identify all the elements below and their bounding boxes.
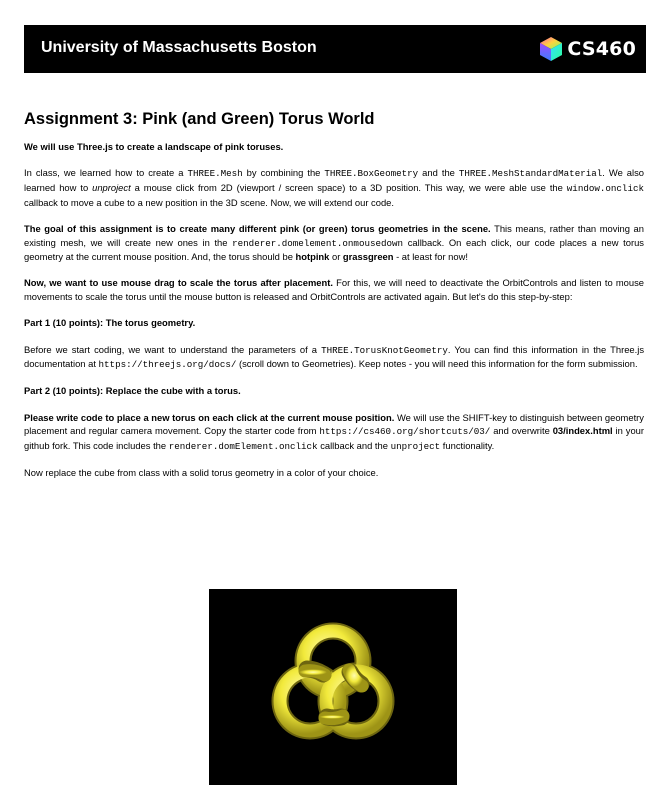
code-term: renderer.domelement.onmousedown <box>232 237 404 249</box>
header-banner <box>24 25 646 73</box>
code-term: THREE.BoxGeometry <box>324 168 419 180</box>
assignment-content <box>24 110 644 492</box>
page-title: Assignment 3: Pink (and Green) Torus World <box>24 110 375 128</box>
goal-paragraph: The goal of this assignment is to create many different pink (or green) torus geometries in the scene. This means, rather than moving an existing mesh, we will create new ones in the renderer.domelement.onmousedown callback. On each click, our code places a new torus geometry at the current mouse position. And, the torus should be hotpink or grassgreen - at least for now! <box>24 222 644 263</box>
code-term: THREE.TorusKnotGeometry <box>321 344 448 356</box>
part2-paragraph: Please write code to place a new torus on each click at the current mouse position. We will use the SHIFT-key to distinguish between geometry placement and regular camera movement. Copy the starter code from https://cs460.org/shortcuts/03/ and overwrite 03/index.html in your github fork. This code includes the renderer.domElement.onclick callback and the unproject functionality. <box>24 411 644 453</box>
code-term: window.onclick <box>566 182 644 194</box>
class-recap-paragraph: In class, we learned how to create a THREE.Mesh by combining the THREE.BoxGeometry and the THREE.MeshStandardMaterial. We also learned how to unproject a mouse click from 2D (viewport / screen space) to a 3D position. This way, we were able use the window.onclick callback to move a cube to a new position in the 3D scene. Now, we will extend our code. <box>24 167 645 208</box>
torus-knot-image <box>209 589 457 785</box>
code-term: renderer.domElement.onclick <box>168 441 318 453</box>
institution-name: University of Massachusetts Boston <box>41 39 317 56</box>
part1-paragraph: Before we start coding, we want to understand the parameters of a THREE.TorusKnotGeometry. You can find this information in the Three.js documentation at https://threejs.org/docs/ (scroll down to Geometries). Keep notes - you will need this information for the form submission. <box>24 343 645 371</box>
torus-knot-render <box>209 589 457 785</box>
replace-paragraph: Now replace the cube from class with a solid torus geometry in a color of your choice. <box>24 467 379 479</box>
cube-logo-icon <box>539 36 563 62</box>
docs-url: https://threejs.org/docs/ <box>98 359 237 371</box>
drag-paragraph: Now, we want to use mouse drag to scale the torus after placement. For this, we will need to deactivate the OrbitControls and listen to mouse movements to scale the torus until the mouse button is released and OrbitControls are activated again. But let's do this step-by-step: <box>24 277 644 303</box>
course-logo <box>539 35 636 63</box>
code-term: THREE.MeshStandardMaterial <box>458 168 603 180</box>
starter-code-url: https://cs460.org/shortcuts/03/ <box>319 426 491 438</box>
intro-paragraph: We will use Three.js to create a landscape of pink toruses. <box>24 141 284 152</box>
code-term: unproject <box>390 441 441 453</box>
part2-heading: Part 2 (10 points): Replace the cube with a torus. <box>24 385 241 397</box>
part1-heading: Part 1 (10 points): The torus geometry. <box>24 317 196 329</box>
code-term: THREE.Mesh <box>187 168 243 180</box>
course-code: CS460 <box>567 38 636 60</box>
